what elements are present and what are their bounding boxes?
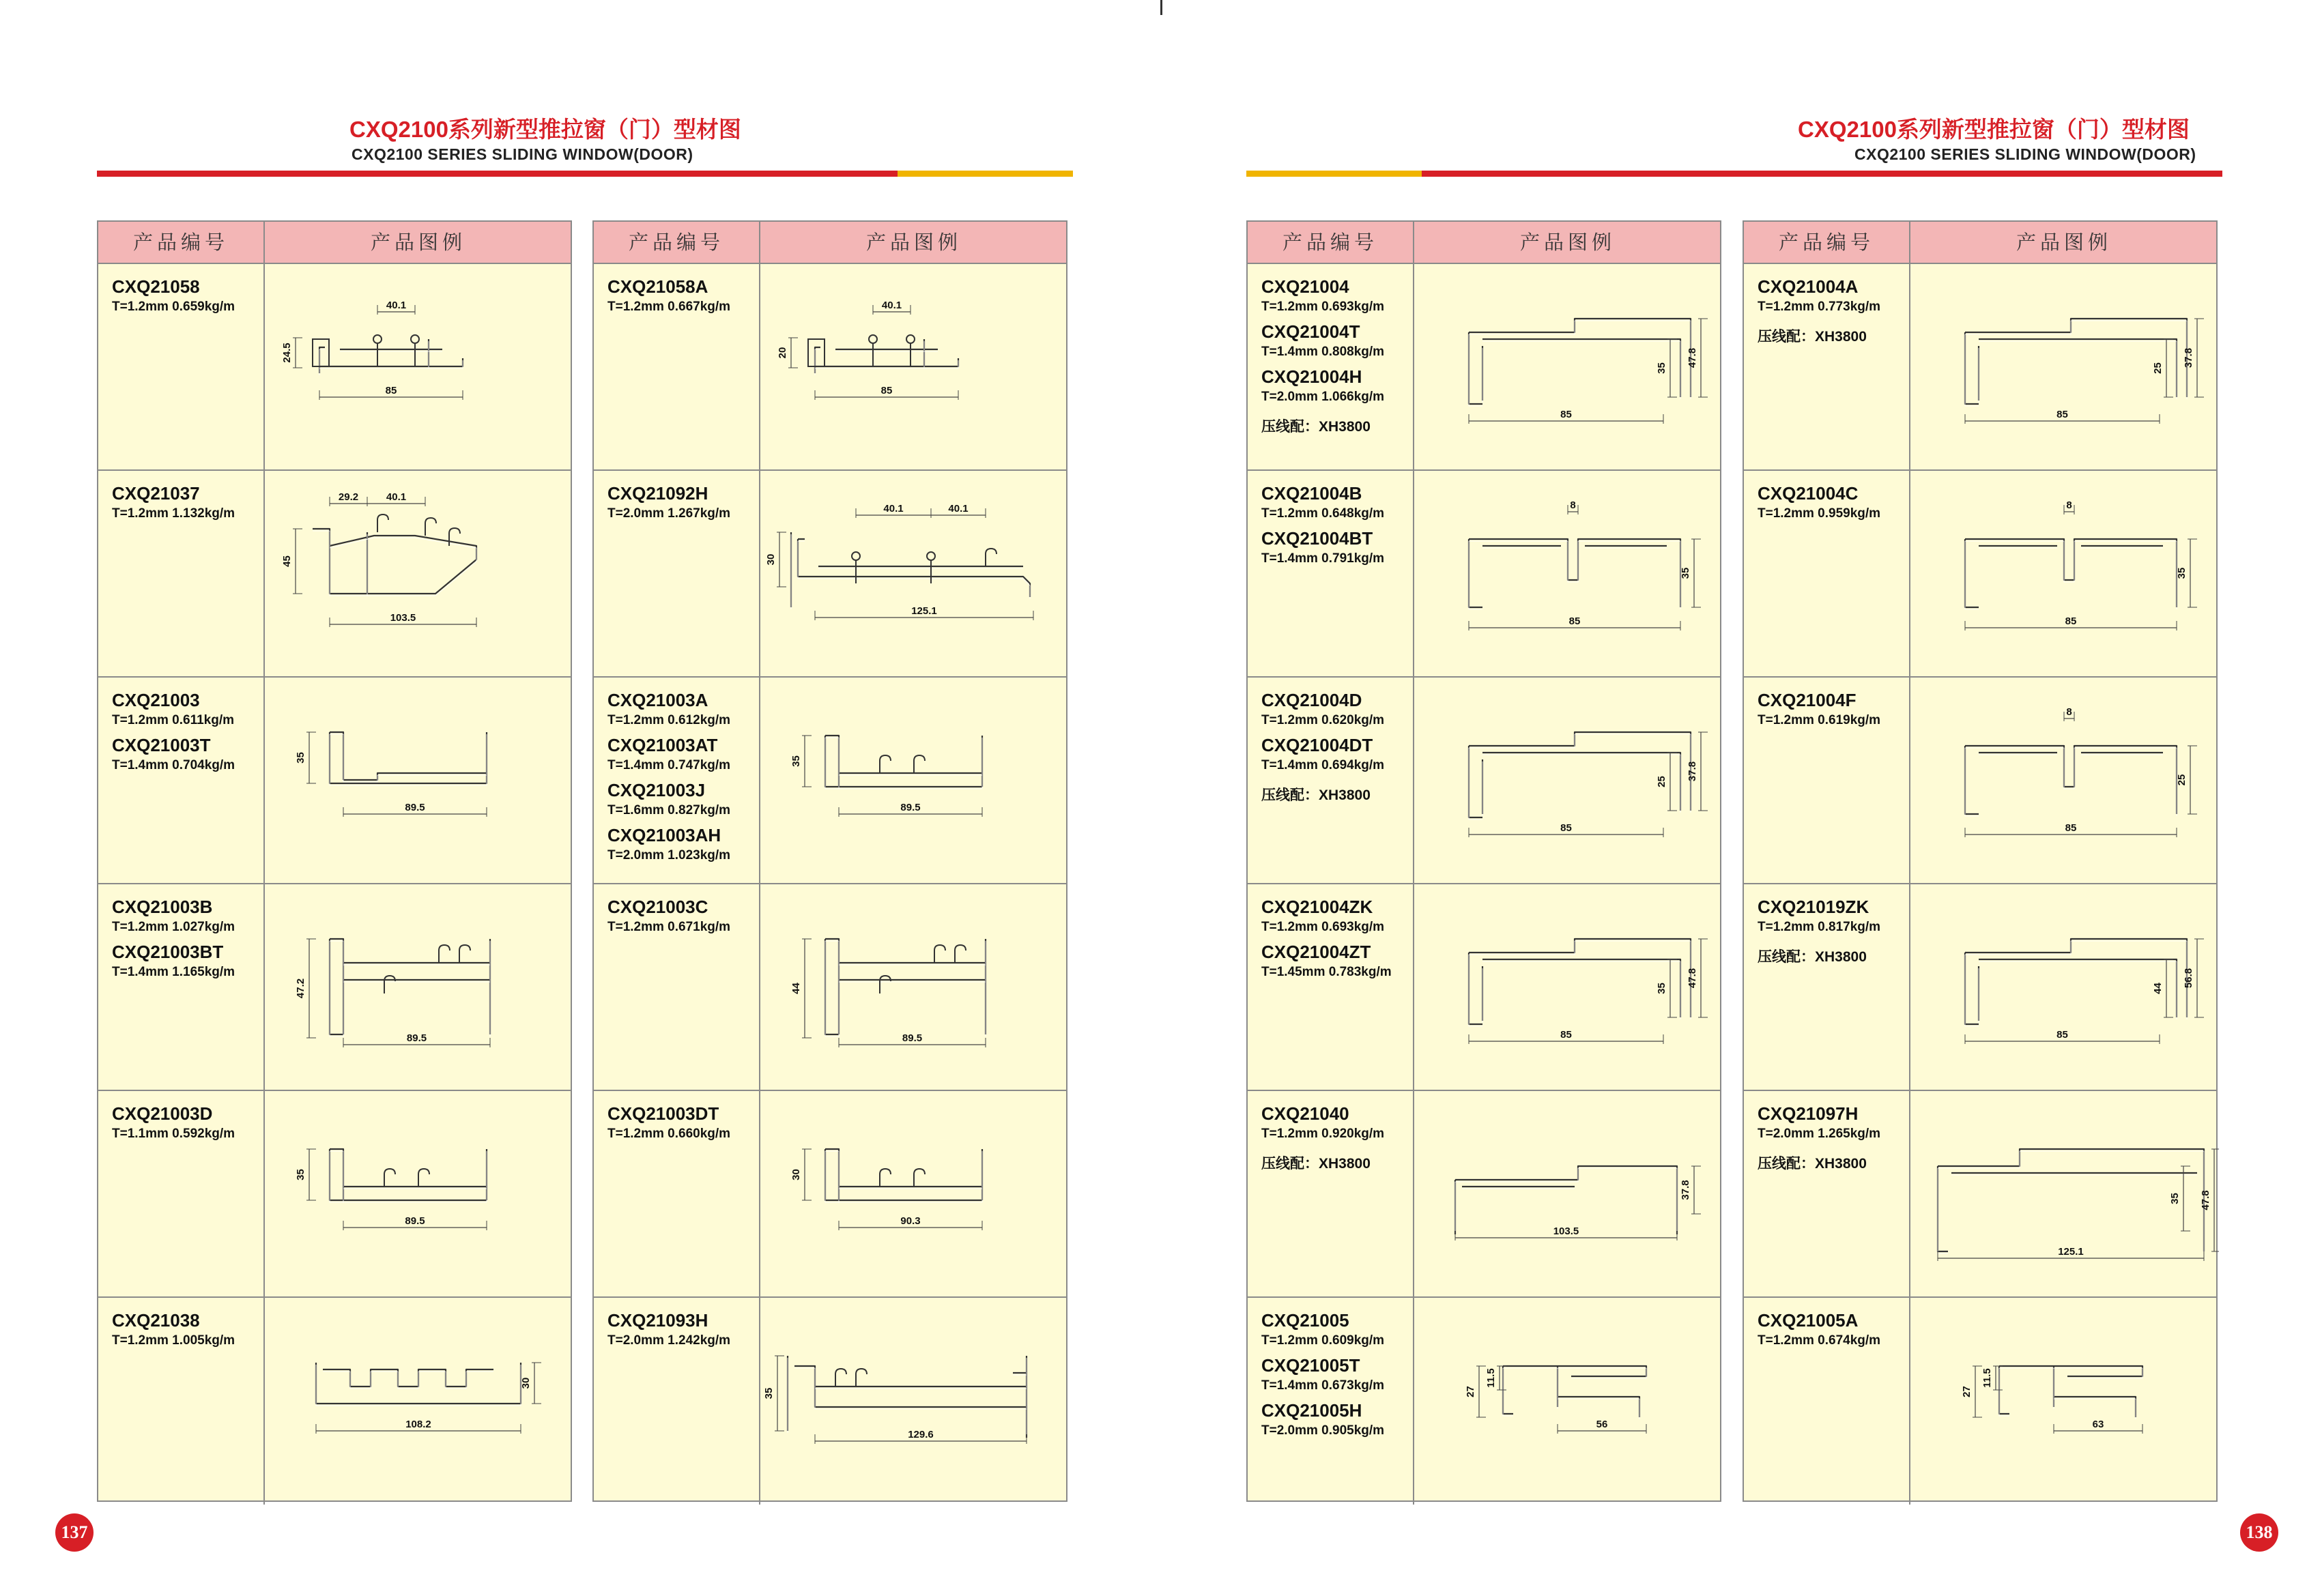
profile-drawing-cell bbox=[1414, 471, 1723, 676]
product-spec: T=1.2mm 0.693kg/m bbox=[1261, 300, 1385, 314]
product-spec-list bbox=[1758, 1103, 1880, 1173]
table-row bbox=[98, 471, 571, 678]
product-spec: T=2.0mm 1.242kg/m bbox=[607, 1333, 731, 1348]
product-spec: T=1.2mm 0.660kg/m bbox=[607, 1127, 731, 1141]
header-product-image: 产品图例 bbox=[865, 231, 962, 254]
product-spec-list bbox=[607, 897, 730, 935]
dim-height: 30 bbox=[765, 553, 777, 566]
dim-height: 35 bbox=[763, 1387, 775, 1399]
dim-width: 103.5 bbox=[1553, 1225, 1579, 1237]
dim-inner: 35 bbox=[2169, 1193, 2181, 1204]
product-code: CXQ21005A bbox=[1758, 1310, 1859, 1331]
dim-width: 89.5 bbox=[405, 802, 425, 813]
dim-top-a: 40.1 bbox=[883, 503, 904, 514]
profile-drawing-cell bbox=[265, 678, 573, 883]
pressing-line-note: 压线配：XH3800 bbox=[1758, 1156, 1867, 1172]
dim-width: 90.3 bbox=[900, 1215, 921, 1227]
product-spec-list bbox=[607, 276, 730, 315]
product-spec: T=1.2mm 0.659kg/m bbox=[112, 300, 235, 314]
product-spec: T=1.2mm 0.959kg/m bbox=[1758, 506, 1881, 521]
product-code: CXQ21004D bbox=[1261, 690, 1362, 710]
profile-drawing bbox=[265, 471, 573, 676]
product-spec-list bbox=[112, 1310, 235, 1348]
profile-drawing bbox=[760, 264, 1069, 469]
dim-stub: 8 bbox=[2066, 706, 2072, 718]
product-code-cell bbox=[594, 884, 760, 1090]
product-spec-list bbox=[112, 690, 235, 773]
dim-outer: 47.8 bbox=[1687, 968, 1698, 989]
product-spec: T=1.2mm 0.620kg/m bbox=[1261, 713, 1385, 727]
table-row bbox=[1744, 471, 2216, 678]
profile-drawing-cell bbox=[265, 264, 573, 469]
product-code-cell bbox=[98, 1091, 265, 1296]
dim-step: 11.5 bbox=[1485, 1368, 1497, 1388]
product-code: CXQ21004ZT bbox=[1261, 942, 1371, 962]
table-row bbox=[1744, 1091, 2216, 1298]
product-spec-list bbox=[1261, 690, 1384, 804]
table-row bbox=[1248, 884, 1720, 1091]
pressing-line-note: 压线配：XH3800 bbox=[1758, 949, 1867, 965]
table-row bbox=[1248, 1298, 1720, 1505]
product-spec: T=1.6mm 0.827kg/m bbox=[607, 803, 731, 817]
profile-drawing-cell bbox=[1414, 1298, 1723, 1505]
product-code: CXQ21003AH bbox=[607, 825, 721, 845]
table-row bbox=[594, 1091, 1066, 1298]
product-spec-list bbox=[607, 1103, 730, 1142]
product-code-cell bbox=[1248, 471, 1414, 676]
product-spec: T=1.45mm 0.783kg/m bbox=[1261, 965, 1392, 979]
dim-height: 44 bbox=[790, 983, 802, 994]
product-spec: T=1.2mm 0.920kg/m bbox=[1261, 1127, 1385, 1141]
product-code: CXQ21038 bbox=[112, 1310, 200, 1331]
dim-height: 25 bbox=[2176, 774, 2188, 786]
product-code-cell bbox=[1744, 471, 1910, 676]
product-code: CXQ21005H bbox=[1261, 1400, 1362, 1421]
dim-stub: 8 bbox=[1570, 499, 1576, 511]
dim-height: 24.5 bbox=[281, 343, 293, 363]
product-code: CXQ21003AT bbox=[607, 735, 718, 755]
title-rule-a bbox=[97, 171, 898, 177]
dim-outer: 37.8 bbox=[2183, 347, 2194, 368]
profile-drawing-cell bbox=[760, 1091, 1069, 1296]
product-code: CXQ21097H bbox=[1758, 1103, 1859, 1124]
profile-drawing-cell bbox=[1414, 884, 1723, 1090]
dim-width: 108.2 bbox=[405, 1419, 431, 1430]
product-code-cell bbox=[1248, 884, 1414, 1090]
dim-width: 85 bbox=[385, 385, 397, 396]
product-spec-list bbox=[607, 483, 730, 521]
product-spec-list bbox=[112, 276, 235, 315]
product-table bbox=[592, 220, 1067, 1502]
product-code-cell bbox=[1744, 884, 1910, 1090]
product-code-cell bbox=[1248, 678, 1414, 883]
table-row bbox=[1744, 264, 2216, 471]
profile-drawing-cell bbox=[760, 264, 1069, 469]
product-code: CXQ21003DT bbox=[607, 1103, 719, 1124]
title-rule-b bbox=[1422, 171, 2222, 177]
product-code: CXQ21040 bbox=[1261, 1103, 1349, 1124]
page-subtitle: CXQ2100 SERIES SLIDING WINDOW(DOOR) bbox=[1854, 145, 2196, 163]
dim-step: 11.5 bbox=[1981, 1368, 1993, 1388]
title-rule-a bbox=[1246, 171, 1422, 177]
table-row bbox=[1248, 1091, 1720, 1298]
dim-height: 35 bbox=[790, 755, 802, 767]
product-code: CXQ21003C bbox=[607, 897, 708, 917]
table-row bbox=[1744, 678, 2216, 884]
table-header bbox=[1248, 222, 1720, 264]
pressing-line-note: 压线配：XH3800 bbox=[1261, 1156, 1371, 1172]
profile-drawing-cell bbox=[265, 1298, 573, 1505]
dim-outer: 37.8 bbox=[1687, 761, 1698, 782]
dim-height: 35 bbox=[295, 1169, 306, 1180]
product-code: CXQ21004H bbox=[1261, 366, 1362, 387]
header-product-code: 产品编号 bbox=[1248, 222, 1414, 263]
product-spec: T=1.2mm 0.611kg/m bbox=[112, 713, 235, 727]
dim-outer: 47.8 bbox=[1687, 347, 1698, 368]
product-spec: T=1.2mm 0.609kg/m bbox=[1261, 1333, 1385, 1348]
product-spec-list bbox=[1261, 483, 1384, 566]
product-spec: T=1.1mm 0.592kg/m bbox=[112, 1127, 235, 1141]
product-code: CXQ21058 bbox=[112, 276, 200, 297]
product-code: CXQ21003D bbox=[112, 1103, 213, 1124]
profile-drawing-cell bbox=[1910, 678, 2219, 883]
product-spec-list bbox=[1261, 1310, 1384, 1438]
dim-width: 85 bbox=[1560, 822, 1572, 834]
profile-drawing bbox=[1910, 471, 2219, 676]
table-row bbox=[98, 264, 571, 471]
dim-height: 35 bbox=[295, 752, 306, 764]
dim-width: 103.5 bbox=[390, 612, 416, 624]
product-code-cell bbox=[1744, 678, 1910, 883]
product-code-cell bbox=[98, 264, 265, 469]
dim-width: 129.6 bbox=[908, 1429, 934, 1440]
product-spec-list bbox=[1758, 690, 1880, 728]
dim-width: 89.5 bbox=[902, 1032, 923, 1044]
profile-drawing bbox=[760, 884, 1069, 1090]
product-code: CXQ21004ZK bbox=[1261, 897, 1373, 917]
header-product-code: 产品编号 bbox=[594, 222, 760, 263]
dim-height: 27 bbox=[1465, 1386, 1476, 1397]
dim-height: 37.8 bbox=[1680, 1180, 1691, 1200]
product-spec: T=2.0mm 1.066kg/m bbox=[1261, 390, 1385, 404]
product-code: CXQ21004A bbox=[1758, 276, 1859, 297]
product-spec-list bbox=[607, 690, 730, 863]
dim-top: 40.1 bbox=[386, 300, 407, 311]
table-row bbox=[98, 1091, 571, 1298]
dim-height: 27 bbox=[1961, 1386, 1973, 1397]
product-code: CXQ21004BT bbox=[1261, 528, 1373, 549]
product-table bbox=[1743, 220, 2218, 1502]
profile-drawing bbox=[1910, 1091, 2219, 1296]
dim-width: 56 bbox=[1596, 1419, 1608, 1430]
profile-drawing-cell bbox=[760, 678, 1069, 883]
profile-drawing bbox=[265, 264, 573, 469]
product-spec-list bbox=[1261, 1103, 1384, 1173]
product-spec-list bbox=[1261, 897, 1392, 980]
table-row bbox=[594, 884, 1066, 1091]
dim-width: 85 bbox=[2065, 822, 2077, 834]
profile-drawing bbox=[760, 678, 1069, 883]
product-code: CXQ21005 bbox=[1261, 1310, 1349, 1331]
product-spec: T=2.0mm 1.265kg/m bbox=[1758, 1127, 1881, 1141]
profile-drawing-cell bbox=[1910, 264, 2219, 469]
product-spec: T=1.4mm 1.165kg/m bbox=[112, 965, 235, 979]
header-product-code: 产品编号 bbox=[1744, 222, 1910, 263]
product-code: CXQ21003J bbox=[607, 780, 706, 800]
dim-inner: 44 bbox=[2152, 983, 2164, 994]
product-spec-list bbox=[1758, 1310, 1880, 1348]
product-spec: T=1.2mm 0.667kg/m bbox=[607, 300, 731, 314]
profile-drawing-cell bbox=[265, 884, 573, 1090]
profile-drawing bbox=[1910, 884, 2219, 1090]
product-table bbox=[1246, 220, 1721, 1502]
product-spec: T=1.2mm 0.612kg/m bbox=[607, 713, 731, 727]
page-title: CXQ2100系列新型推拉窗（门）型材图 bbox=[1798, 117, 2190, 142]
page-number: 138 bbox=[2240, 1513, 2278, 1552]
product-spec: T=1.2mm 1.005kg/m bbox=[112, 1333, 235, 1348]
header-product-code: 产品编号 bbox=[98, 222, 265, 263]
dim-height: 35 bbox=[2176, 567, 2188, 579]
profile-drawing-cell bbox=[1414, 678, 1723, 883]
dim-height: 30 bbox=[790, 1169, 802, 1180]
dim-height: 47.2 bbox=[295, 978, 306, 999]
profile-drawing bbox=[1414, 1091, 1723, 1296]
page-subtitle: CXQ2100 SERIES SLIDING WINDOW(DOOR) bbox=[352, 145, 693, 163]
product-code: CXQ21003 bbox=[112, 690, 200, 710]
table-row bbox=[594, 264, 1066, 471]
product-spec: T=1.2mm 0.773kg/m bbox=[1758, 300, 1881, 314]
pressing-line-note: 压线配：XH3800 bbox=[1261, 419, 1371, 435]
product-code-cell bbox=[594, 1298, 760, 1505]
product-spec: T=1.4mm 0.673kg/m bbox=[1261, 1378, 1385, 1393]
product-spec: T=1.2mm 0.674kg/m bbox=[1758, 1333, 1881, 1348]
dim-width: 89.5 bbox=[405, 1215, 425, 1227]
table-header bbox=[1744, 222, 2216, 264]
product-spec-list bbox=[1758, 897, 1880, 966]
product-code: CXQ21003BT bbox=[112, 942, 224, 962]
profile-drawing bbox=[265, 678, 573, 883]
product-code: CXQ21004 bbox=[1261, 276, 1349, 297]
table-row bbox=[594, 678, 1066, 884]
dim-inner: 25 bbox=[1656, 776, 1667, 787]
table-header bbox=[594, 222, 1066, 264]
product-spec: T=1.2mm 0.671kg/m bbox=[607, 920, 731, 934]
table-row bbox=[1248, 678, 1720, 884]
product-code-cell bbox=[1248, 264, 1414, 469]
profile-drawing bbox=[760, 1091, 1069, 1296]
dim-outer: 47.8 bbox=[2200, 1190, 2211, 1210]
product-spec: T=2.0mm 1.267kg/m bbox=[607, 506, 731, 521]
header-product-image: 产品图例 bbox=[370, 231, 466, 254]
profile-drawing-cell bbox=[760, 1298, 1069, 1505]
product-code-cell bbox=[1248, 1298, 1414, 1505]
product-code: CXQ21004DT bbox=[1261, 735, 1373, 755]
dim-width: 85 bbox=[1560, 1029, 1572, 1041]
dim-width: 89.5 bbox=[900, 802, 921, 813]
dim-width: 85 bbox=[2056, 1029, 2068, 1041]
product-code: CXQ21003B bbox=[112, 897, 213, 917]
product-code: CXQ21004F bbox=[1758, 690, 1857, 710]
dim-stub: 8 bbox=[2066, 499, 2072, 511]
product-code: CXQ21004T bbox=[1261, 321, 1360, 342]
profile-drawing-cell bbox=[760, 884, 1069, 1090]
dim-width: 85 bbox=[2065, 615, 2077, 627]
profile-drawing-cell bbox=[1910, 1091, 2219, 1296]
product-spec: T=1.4mm 0.694kg/m bbox=[1261, 758, 1385, 772]
dim-inner: 25 bbox=[2152, 362, 2164, 374]
product-code: CXQ21003T bbox=[112, 735, 211, 755]
dim-height: 35 bbox=[1680, 567, 1691, 579]
product-spec: T=2.0mm 0.905kg/m bbox=[1261, 1423, 1385, 1438]
product-code: CXQ21004B bbox=[1261, 483, 1362, 504]
profile-drawing-cell bbox=[1910, 471, 2219, 676]
dim-height: 45 bbox=[281, 555, 293, 567]
dim-width: 85 bbox=[1568, 615, 1581, 627]
profile-drawing bbox=[265, 1091, 573, 1296]
product-spec: T=1.2mm 0.817kg/m bbox=[1758, 920, 1881, 934]
product-spec: T=1.4mm 0.791kg/m bbox=[1261, 551, 1385, 566]
profile-drawing-cell bbox=[265, 1091, 573, 1296]
table-row bbox=[1248, 471, 1720, 678]
dim-width: 85 bbox=[2056, 409, 2068, 420]
product-spec: T=1.2mm 1.132kg/m bbox=[112, 506, 235, 521]
page-number: 137 bbox=[55, 1513, 94, 1552]
product-code-cell bbox=[98, 884, 265, 1090]
profile-drawing bbox=[760, 471, 1069, 676]
product-code: CXQ21092H bbox=[607, 483, 708, 504]
profile-drawing bbox=[1414, 678, 1723, 883]
product-spec: T=2.0mm 1.023kg/m bbox=[607, 848, 731, 862]
table-header bbox=[98, 222, 571, 264]
product-spec-list bbox=[112, 1103, 235, 1142]
profile-drawing-cell bbox=[1910, 1298, 2219, 1505]
crop-mark bbox=[1161, 0, 1162, 15]
product-code-cell bbox=[98, 471, 265, 676]
profile-drawing bbox=[1414, 884, 1723, 1090]
profile-drawing bbox=[1910, 1298, 2219, 1503]
dim-top: 40.1 bbox=[881, 300, 902, 311]
product-code-cell bbox=[594, 264, 760, 469]
profile-drawing bbox=[1414, 264, 1723, 469]
product-spec-list bbox=[112, 483, 235, 521]
header-product-image: 产品图例 bbox=[1519, 231, 1616, 254]
dim-top-b: 40.1 bbox=[386, 491, 407, 503]
product-code: CXQ21004C bbox=[1758, 483, 1859, 504]
dim-width: 125.1 bbox=[911, 605, 937, 617]
product-code-cell bbox=[1248, 1091, 1414, 1296]
product-code-cell bbox=[98, 1298, 265, 1505]
table-row bbox=[1744, 884, 2216, 1091]
pressing-line-note: 压线配：XH3800 bbox=[1758, 329, 1867, 345]
profile-drawing-cell bbox=[1414, 1091, 1723, 1296]
profile-drawing-cell bbox=[1910, 884, 2219, 1090]
product-spec-list bbox=[1758, 276, 1880, 346]
dim-outer: 56.8 bbox=[2183, 968, 2194, 989]
product-spec: T=1.4mm 0.747kg/m bbox=[607, 758, 731, 772]
table-row bbox=[98, 884, 571, 1091]
product-code: CXQ21003A bbox=[607, 690, 708, 710]
dim-width: 85 bbox=[880, 385, 893, 396]
product-code: CXQ21019ZK bbox=[1758, 897, 1869, 917]
product-code-cell bbox=[594, 1091, 760, 1296]
product-code-cell bbox=[1744, 1091, 1910, 1296]
product-code-cell bbox=[594, 678, 760, 883]
product-code: CXQ21093H bbox=[607, 1310, 708, 1331]
product-code-cell bbox=[1744, 1298, 1910, 1505]
product-code: CXQ21005T bbox=[1261, 1355, 1360, 1376]
table-row bbox=[98, 678, 571, 884]
dim-width: 63 bbox=[2092, 1419, 2104, 1430]
product-code: CXQ21037 bbox=[112, 483, 200, 504]
product-spec-list bbox=[1758, 483, 1880, 521]
product-spec: T=1.2mm 0.619kg/m bbox=[1758, 713, 1881, 727]
product-spec: T=1.4mm 0.704kg/m bbox=[112, 758, 235, 772]
dim-inner: 35 bbox=[1656, 983, 1667, 994]
page-138 bbox=[1161, 0, 2322, 1596]
profile-drawing bbox=[1414, 471, 1723, 676]
title-rule-b bbox=[898, 171, 1073, 177]
dim-width: 89.5 bbox=[406, 1032, 427, 1044]
product-spec: T=1.4mm 0.808kg/m bbox=[1261, 345, 1385, 359]
dim-width: 125.1 bbox=[2058, 1246, 2084, 1258]
profile-drawing bbox=[1414, 1298, 1723, 1503]
profile-drawing bbox=[265, 884, 573, 1090]
profile-drawing bbox=[1910, 678, 2219, 883]
table-row bbox=[1744, 1298, 2216, 1505]
table-row bbox=[594, 1298, 1066, 1505]
page-title: CXQ2100系列新型推拉窗（门）型材图 bbox=[349, 117, 741, 142]
pressing-line-note: 压线配：XH3800 bbox=[1261, 787, 1371, 803]
table-row bbox=[1248, 264, 1720, 471]
dim-inner: 35 bbox=[1656, 362, 1667, 374]
profile-drawing-cell bbox=[760, 471, 1069, 676]
dim-height: 30 bbox=[520, 1377, 532, 1389]
product-code: CXQ21058A bbox=[607, 276, 708, 297]
dim-width: 85 bbox=[1560, 409, 1572, 420]
product-code-cell bbox=[98, 678, 265, 883]
product-table bbox=[97, 220, 572, 1502]
profile-drawing bbox=[265, 1298, 573, 1503]
product-code-cell bbox=[1744, 264, 1910, 469]
table-row bbox=[98, 1298, 571, 1505]
product-spec: T=1.2mm 0.693kg/m bbox=[1261, 920, 1385, 934]
dim-top-a: 29.2 bbox=[338, 491, 359, 503]
product-spec-list bbox=[607, 1310, 730, 1348]
dim-top-b: 40.1 bbox=[948, 503, 969, 514]
product-spec-list bbox=[112, 897, 235, 980]
table-row bbox=[594, 471, 1066, 678]
header-product-image: 产品图例 bbox=[2016, 231, 2112, 254]
product-spec: T=1.2mm 1.027kg/m bbox=[112, 920, 235, 934]
profile-drawing-cell bbox=[1414, 264, 1723, 469]
dim-height: 20 bbox=[777, 347, 788, 359]
product-spec-list bbox=[1261, 276, 1384, 436]
profile-drawing bbox=[760, 1298, 1069, 1503]
profile-drawing bbox=[1910, 264, 2219, 469]
profile-drawing-cell bbox=[265, 471, 573, 676]
product-code-cell bbox=[594, 471, 760, 676]
product-spec: T=1.2mm 0.648kg/m bbox=[1261, 506, 1385, 521]
